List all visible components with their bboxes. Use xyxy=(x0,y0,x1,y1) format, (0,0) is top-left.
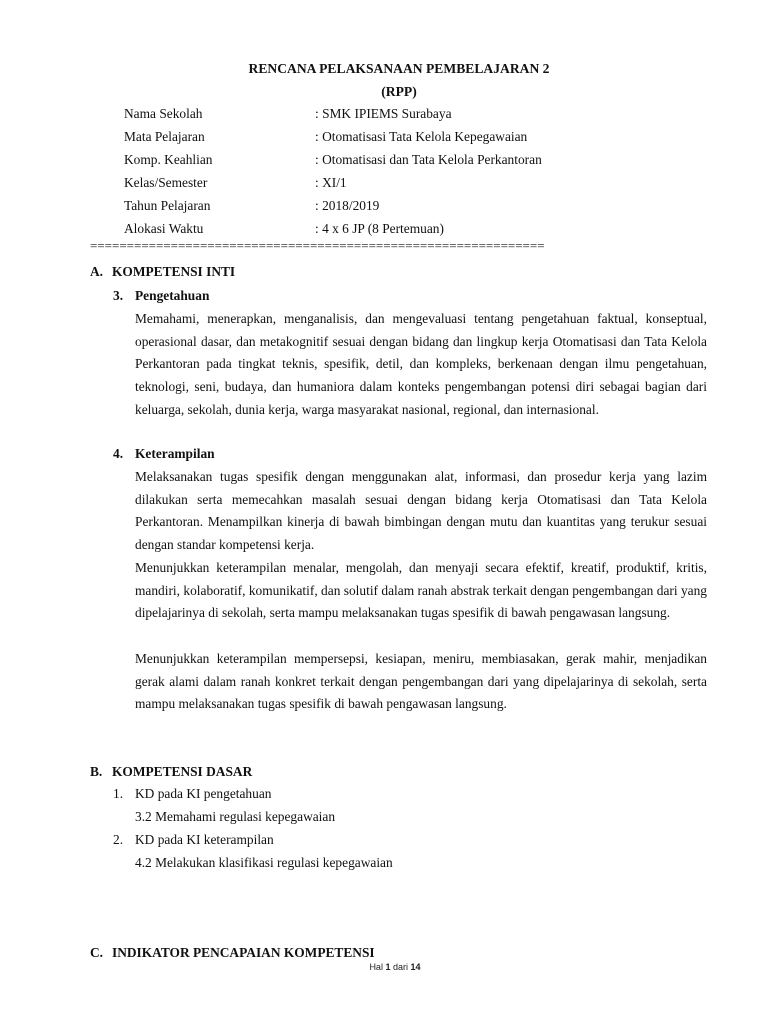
section-a-heading xyxy=(90,264,235,280)
info-value: : 2018/2019 xyxy=(315,198,380,213)
section-b-heading xyxy=(90,764,252,780)
separator-line: ============================================================== xyxy=(90,238,545,253)
list-item-kd-keterampilan xyxy=(113,832,274,848)
list-text: KD pada KI pengetahuan xyxy=(135,786,272,801)
info-label: Alokasi Waktu xyxy=(124,221,204,236)
paragraph-keterampilan-3: Menunjukkan keterampilan mempersepsi, kesiapan, meniru, membiasakan, gerak mahir, menjadikan gerak alami dalam ranah konkret terkait dengan pengembangan dari yang dipelajarinya di sekolah, serta mampu melaksanakan tugas spesifik di bawah pengawasan langsung. xyxy=(135,651,707,712)
list-number: 2. xyxy=(113,832,124,847)
subsection-keterampilan xyxy=(113,446,215,462)
info-value: : 4 x 6 JP (8 Pertemuan) xyxy=(315,221,444,236)
subsection-pengetahuan xyxy=(113,288,209,304)
footer-total-pages: 14 xyxy=(410,962,421,972)
section-number: C. xyxy=(90,945,104,960)
document-title: RENCANA PELAKSANAAN PEMBELAJARAN 2 xyxy=(248,61,550,76)
footer-prefix: Hal xyxy=(369,962,383,972)
section-title: KOMPETENSI DASAR xyxy=(112,764,253,779)
list-text: KD pada KI keterampilan xyxy=(135,832,274,847)
page-footer xyxy=(0,962,768,972)
subsection-title: Keterampilan xyxy=(135,446,215,461)
section-title: INDIKATOR PENCAPAIAN KOMPETENSI xyxy=(112,945,375,960)
paragraph-keterampilan-2: Menunjukkan keterampilan menalar, mengolah, dan menyaji secara efektif, kreatif, produktif, kritis, mandiri, kolaboratif, komunikatif, dan solutif dalam ranah abstrak terkait dengan pengembangan dari yang dipelajarinya di sekolah, serta mampu melaksanakan tugas spesifik di bawah pengawasan langsung. xyxy=(135,560,707,621)
section-number: B. xyxy=(90,764,103,779)
info-value: : Otomatisasi dan Tata Kelola Perkantoran xyxy=(315,152,542,167)
subsection-number: 3. xyxy=(113,288,124,303)
section-c-heading xyxy=(90,945,375,961)
list-item-kd-pengetahuan xyxy=(113,786,271,802)
paragraph-keterampilan-1: Melaksanakan tugas spesifik dengan menggunakan alat, informasi, dan prosedur kerja yang lazim dilakukan serta memecahkan masalah sesuai dengan bidang kerja Otomatisasi dan Tata Kelola Perkantoran. Menampilkan kinerja di bawah bimbingan dengan mutu dan kuantitas yang terukur sesuai dengan standar kompetensi kerja. xyxy=(135,469,707,553)
subsection-title: Pengetahuan xyxy=(135,288,210,303)
footer-page-number: 1 xyxy=(385,962,391,972)
subsection-number: 4. xyxy=(113,446,124,461)
kd-item-4-2: 4.2 Melakukan klasifikasi regulasi kepegawaian xyxy=(135,855,393,870)
info-label: Kelas/Semester xyxy=(124,175,208,190)
info-label: Tahun Pelajaran xyxy=(124,198,211,213)
kd-item-3-2: 3.2 Memahami regulasi kepegawaian xyxy=(135,809,336,824)
info-label: Komp. Keahlian xyxy=(124,152,213,167)
info-value: : XI/1 xyxy=(315,175,347,190)
list-number: 1. xyxy=(113,786,124,801)
section-title: KOMPETENSI INTI xyxy=(112,264,236,279)
document-subtitle: (RPP) xyxy=(381,84,417,99)
info-label: Mata Pelajaran xyxy=(124,129,205,144)
info-label: Nama Sekolah xyxy=(124,106,203,121)
section-number: A. xyxy=(90,264,104,279)
info-value: : SMK IPIEMS Surabaya xyxy=(315,106,452,121)
paragraph-pengetahuan: Memahami, menerapkan, menganalisis, dan mengevaluasi tentang pengetahuan faktual, konseptual, operasional dasar, dan metakognitif sesuai dengan bidang dan lingkup kerja Otomatisasi dan Tata Kelola Perkantoran pada tingkat teknis, spesifik, detil, dan kompleks, berkenaan dengan ilmu pengetahuan, teknologi, seni, budaya, dan humaniora dalam konteks pengembangan potensi diri sebagai bagian dari keluarga, sekolah, dunia kerja, warga masyarakat nasional, regional, dan internasional. xyxy=(135,311,707,417)
info-value: : Otomatisasi Tata Kelola Kepegawaian xyxy=(315,129,528,144)
footer-middle: dari xyxy=(393,962,409,972)
